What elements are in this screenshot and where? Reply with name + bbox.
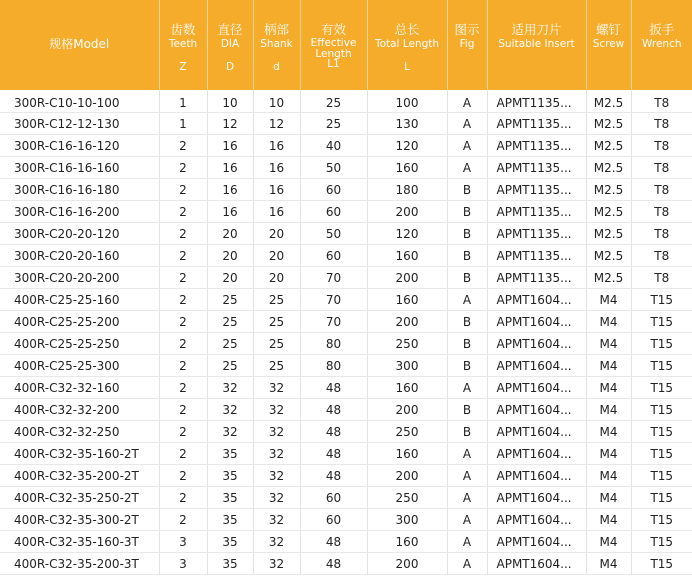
header-teeth: [159, 0, 207, 90]
cell-dia: 32: [207, 399, 253, 421]
cell-teeth: 2: [159, 245, 207, 267]
cell-fig: A: [447, 157, 487, 179]
table-row: [0, 311, 692, 333]
cell-teeth: 1: [159, 90, 207, 113]
header-teeth-symbol: Z: [179, 61, 187, 73]
cell-screw: M4: [586, 377, 631, 399]
cell-wrench: T15: [631, 509, 692, 531]
cell-wrench: T15: [631, 421, 692, 443]
cell-wrench: T15: [631, 289, 692, 311]
cell-model: 400R-C32-35-300-2T: [0, 509, 159, 531]
cell-screw: M2.5: [586, 245, 631, 267]
cell-dia: 35: [207, 465, 253, 487]
cell-shank: 32: [253, 487, 300, 509]
cell-teeth: 2: [159, 223, 207, 245]
cell-wrench: T15: [631, 311, 692, 333]
cell-shank: 32: [253, 531, 300, 553]
cell-wrench: T15: [631, 355, 692, 377]
cell-shank: 16: [253, 201, 300, 223]
header-shank-symbol: d: [273, 61, 280, 73]
table-row: [0, 421, 692, 443]
cell-screw: M4: [586, 553, 631, 575]
cell-shank: 32: [253, 421, 300, 443]
header-effective-length: [300, 0, 367, 90]
cell-shank: 25: [253, 289, 300, 311]
cell-teeth: 2: [159, 333, 207, 355]
cell-teeth: 2: [159, 135, 207, 157]
cell-model: 400R-C32-32-250: [0, 421, 159, 443]
cell-fig: A: [447, 90, 487, 113]
table-row: [0, 201, 692, 223]
cell-wrench: T15: [631, 377, 692, 399]
cell-model: 400R-C32-35-200-3T: [0, 553, 159, 575]
cell-effective-length: 48: [300, 377, 367, 399]
cell-effective-length: 60: [300, 245, 367, 267]
cell-effective-length: 70: [300, 267, 367, 289]
header-insert-en: Suitable Insert: [498, 38, 575, 50]
cell-insert: APMT1135...: [487, 245, 586, 267]
cell-effective-length: 80: [300, 355, 367, 377]
cell-insert: APMT1135...: [487, 179, 586, 201]
cell-insert: APMT1135...: [487, 223, 586, 245]
cell-wrench: T15: [631, 553, 692, 575]
cell-shank: 20: [253, 223, 300, 245]
header-dia-zh: 直径: [217, 22, 243, 37]
cell-total-length: 120: [367, 135, 447, 157]
cell-model: 400R-C32-35-250-2T: [0, 487, 159, 509]
cell-model: 400R-C32-32-200: [0, 399, 159, 421]
cell-total-length: 130: [367, 113, 447, 135]
cell-model: 400R-C25-25-250: [0, 333, 159, 355]
header-effective-en2: Length: [315, 48, 352, 60]
table-row: [0, 333, 692, 355]
cell-effective-length: 48: [300, 399, 367, 421]
cell-dia: 35: [207, 531, 253, 553]
cell-effective-length: 60: [300, 201, 367, 223]
cell-effective-length: 48: [300, 531, 367, 553]
cell-screw: M4: [586, 443, 631, 465]
table-row: [0, 531, 692, 553]
cell-wrench: T8: [631, 223, 692, 245]
cell-dia: 35: [207, 553, 253, 575]
table-row: [0, 267, 692, 289]
cell-insert: APMT1135...: [487, 90, 586, 113]
cell-fig: A: [447, 377, 487, 399]
table-body: [0, 90, 692, 575]
cell-insert: APMT1604...: [487, 421, 586, 443]
cell-total-length: 200: [367, 399, 447, 421]
cell-total-length: 250: [367, 421, 447, 443]
header-shank: [253, 0, 300, 90]
cell-dia: 20: [207, 223, 253, 245]
cell-wrench: T8: [631, 201, 692, 223]
cell-total-length: 100: [367, 90, 447, 113]
cell-dia: 35: [207, 509, 253, 531]
header-wrench-en: Wrench: [641, 38, 682, 50]
cell-shank: 32: [253, 465, 300, 487]
cell-model: 300R-C20-20-200: [0, 267, 159, 289]
table-row: [0, 377, 692, 399]
table-row: [0, 157, 692, 179]
table-row: [0, 113, 692, 135]
cell-screw: M2.5: [586, 157, 631, 179]
cell-teeth: 2: [159, 355, 207, 377]
cell-effective-length: 70: [300, 289, 367, 311]
table-row: [0, 90, 692, 113]
cell-fig: A: [447, 443, 487, 465]
cell-teeth: 2: [159, 465, 207, 487]
cell-wrench: T8: [631, 90, 692, 113]
cell-model: 300R-C12-12-130: [0, 113, 159, 135]
cell-insert: APMT1604...: [487, 443, 586, 465]
table-row: [0, 487, 692, 509]
cell-dia: 16: [207, 135, 253, 157]
cell-dia: 16: [207, 179, 253, 201]
cell-screw: M4: [586, 333, 631, 355]
header-shank-en: Shank: [260, 38, 293, 50]
cell-effective-length: 48: [300, 443, 367, 465]
cell-wrench: T15: [631, 333, 692, 355]
cell-model: 400R-C25-25-160: [0, 289, 159, 311]
cell-teeth: 2: [159, 311, 207, 333]
cell-dia: 25: [207, 289, 253, 311]
cell-model: 400R-C25-25-200: [0, 311, 159, 333]
cell-insert: APMT1135...: [487, 113, 586, 135]
cell-insert: APMT1604...: [487, 355, 586, 377]
cell-wrench: T8: [631, 157, 692, 179]
cell-insert: APMT1604...: [487, 333, 586, 355]
cell-wrench: T15: [631, 443, 692, 465]
cell-model: 300R-C20-20-120: [0, 223, 159, 245]
cell-screw: M2.5: [586, 135, 631, 157]
cell-total-length: 200: [367, 553, 447, 575]
header-fig-zh: 图示: [454, 22, 480, 37]
cell-effective-length: 70: [300, 311, 367, 333]
cell-shank: 16: [253, 157, 300, 179]
cell-total-length: 160: [367, 531, 447, 553]
cell-insert: APMT1604...: [487, 399, 586, 421]
cell-total-length: 200: [367, 267, 447, 289]
table-row: [0, 223, 692, 245]
cell-effective-length: 80: [300, 333, 367, 355]
header-total-length: [367, 0, 447, 90]
cell-effective-length: 48: [300, 421, 367, 443]
cell-insert: APMT1135...: [487, 267, 586, 289]
cell-model: 300R-C16-16-200: [0, 201, 159, 223]
cell-total-length: 120: [367, 223, 447, 245]
table-row: [0, 179, 692, 201]
cell-screw: M4: [586, 465, 631, 487]
header-wrench: [631, 0, 692, 90]
cell-dia: 16: [207, 157, 253, 179]
header-effective-en: Effective: [310, 37, 357, 49]
cell-total-length: 160: [367, 377, 447, 399]
cell-shank: 32: [253, 553, 300, 575]
header-fig-en: Fig: [459, 38, 475, 50]
cell-dia: 25: [207, 333, 253, 355]
cell-total-length: 300: [367, 509, 447, 531]
cell-total-length: 200: [367, 311, 447, 333]
header-teeth-en: Teeth: [168, 38, 198, 50]
cell-effective-length: 25: [300, 113, 367, 135]
cell-effective-length: 60: [300, 179, 367, 201]
cell-fig: B: [447, 355, 487, 377]
header-screw-zh: 螺钉: [595, 22, 621, 37]
cell-teeth: 2: [159, 399, 207, 421]
cell-total-length: 300: [367, 355, 447, 377]
cell-fig: B: [447, 333, 487, 355]
cell-teeth: 2: [159, 509, 207, 531]
cell-wrench: T8: [631, 267, 692, 289]
cell-model: 400R-C32-32-160: [0, 377, 159, 399]
header-insert: [487, 0, 586, 90]
cell-insert: APMT1604...: [487, 289, 586, 311]
cell-teeth: 1: [159, 113, 207, 135]
header-screw: [586, 0, 631, 90]
table-row: [0, 399, 692, 421]
cell-fig: A: [447, 509, 487, 531]
table-row: [0, 355, 692, 377]
table-header: [0, 0, 692, 90]
header-total-symbol: L: [404, 61, 410, 73]
cell-screw: M4: [586, 311, 631, 333]
cell-screw: M2.5: [586, 113, 631, 135]
cell-shank: 16: [253, 179, 300, 201]
cell-model: 400R-C32-35-160-3T: [0, 531, 159, 553]
header-dia-symbol: D: [225, 61, 235, 73]
cell-dia: 16: [207, 201, 253, 223]
cell-insert: APMT1604...: [487, 465, 586, 487]
header-insert-zh: 适用刀片: [511, 22, 562, 37]
header-effective-zh: 有效: [320, 22, 346, 37]
cell-screw: M2.5: [586, 201, 631, 223]
cell-model: 400R-C25-25-300: [0, 355, 159, 377]
cell-shank: 10: [253, 90, 300, 113]
cell-total-length: 250: [367, 333, 447, 355]
cell-shank: 32: [253, 443, 300, 465]
header-wrench-zh: 扳手: [649, 22, 675, 37]
header-dia: [207, 0, 253, 90]
cell-fig: B: [447, 179, 487, 201]
cell-insert: APMT1135...: [487, 157, 586, 179]
cell-screw: M2.5: [586, 223, 631, 245]
cell-screw: M4: [586, 531, 631, 553]
cell-teeth: 2: [159, 377, 207, 399]
cell-insert: APMT1135...: [487, 135, 586, 157]
cell-shank: 25: [253, 311, 300, 333]
cell-dia: 32: [207, 377, 253, 399]
cell-effective-length: 48: [300, 465, 367, 487]
cell-model: 300R-C16-16-180: [0, 179, 159, 201]
cell-teeth: 3: [159, 553, 207, 575]
cell-insert: APMT1604...: [487, 531, 586, 553]
table-row: [0, 509, 692, 531]
table-row: [0, 465, 692, 487]
header-screw-en: Screw: [592, 38, 625, 50]
cell-total-length: 160: [367, 245, 447, 267]
cell-shank: 25: [253, 355, 300, 377]
cell-effective-length: 40: [300, 135, 367, 157]
cell-wrench: T8: [631, 113, 692, 135]
header-fig: [447, 0, 487, 90]
cell-insert: APMT1604...: [487, 553, 586, 575]
cell-effective-length: 50: [300, 157, 367, 179]
cell-shank: 12: [253, 113, 300, 135]
cell-screw: M4: [586, 487, 631, 509]
cell-fig: B: [447, 421, 487, 443]
cell-fig: B: [447, 399, 487, 421]
cell-model: 300R-C20-20-160: [0, 245, 159, 267]
cell-effective-length: 50: [300, 223, 367, 245]
cell-teeth: 2: [159, 487, 207, 509]
cell-model: 400R-C32-35-200-2T: [0, 465, 159, 487]
cell-shank: 25: [253, 333, 300, 355]
cell-total-length: 200: [367, 201, 447, 223]
cell-screw: M2.5: [586, 90, 631, 113]
cell-teeth: 2: [159, 443, 207, 465]
cell-screw: M4: [586, 355, 631, 377]
cell-teeth: 2: [159, 179, 207, 201]
cell-fig: A: [447, 531, 487, 553]
cell-wrench: T8: [631, 245, 692, 267]
cell-dia: 25: [207, 355, 253, 377]
cell-teeth: 2: [159, 201, 207, 223]
cell-dia: 20: [207, 245, 253, 267]
cell-effective-length: 48: [300, 553, 367, 575]
cell-model: 400R-C32-35-160-2T: [0, 443, 159, 465]
cell-shank: 32: [253, 377, 300, 399]
cell-shank: 32: [253, 509, 300, 531]
cell-model: 300R-C16-16-120: [0, 135, 159, 157]
header-dia-en: DIA: [220, 38, 240, 50]
cell-teeth: 2: [159, 157, 207, 179]
cell-dia: 10: [207, 90, 253, 113]
cell-shank: 20: [253, 267, 300, 289]
cell-dia: 25: [207, 311, 253, 333]
cell-wrench: T8: [631, 135, 692, 157]
cell-fig: B: [447, 223, 487, 245]
cell-teeth: 2: [159, 421, 207, 443]
cell-fig: A: [447, 465, 487, 487]
cell-fig: A: [447, 487, 487, 509]
cell-dia: 12: [207, 113, 253, 135]
cell-fig: A: [447, 289, 487, 311]
cell-total-length: 160: [367, 443, 447, 465]
cell-wrench: T15: [631, 465, 692, 487]
cell-teeth: 2: [159, 267, 207, 289]
cell-fig: B: [447, 267, 487, 289]
table-row: [0, 245, 692, 267]
cell-screw: M4: [586, 399, 631, 421]
cell-total-length: 160: [367, 289, 447, 311]
header-row: [0, 0, 692, 90]
cell-wrench: T15: [631, 399, 692, 421]
table-row: [0, 135, 692, 157]
cell-total-length: 200: [367, 465, 447, 487]
cell-wrench: T8: [631, 179, 692, 201]
cell-screw: M2.5: [586, 267, 631, 289]
cell-fig: A: [447, 135, 487, 157]
cell-dia: 35: [207, 443, 253, 465]
cell-fig: B: [447, 245, 487, 267]
cell-fig: A: [447, 553, 487, 575]
header-effective-symbol: L1: [327, 58, 340, 70]
cell-fig: B: [447, 311, 487, 333]
cell-insert: APMT1604...: [487, 487, 586, 509]
header-total-zh: 总长: [394, 22, 420, 37]
cell-fig: B: [447, 201, 487, 223]
cell-shank: 32: [253, 399, 300, 421]
cell-teeth: 3: [159, 531, 207, 553]
cell-screw: M2.5: [586, 179, 631, 201]
table-row: [0, 443, 692, 465]
cell-screw: M4: [586, 421, 631, 443]
cell-screw: M4: [586, 509, 631, 531]
cell-effective-length: 25: [300, 90, 367, 113]
cell-insert: APMT1135...: [487, 201, 586, 223]
table-row: [0, 553, 692, 575]
cell-total-length: 180: [367, 179, 447, 201]
cell-wrench: T15: [631, 531, 692, 553]
cell-model: 300R-C10-10-100: [0, 90, 159, 113]
cell-shank: 20: [253, 245, 300, 267]
cell-insert: APMT1604...: [487, 311, 586, 333]
cell-insert: APMT1604...: [487, 377, 586, 399]
header-teeth-zh: 齿数: [170, 22, 196, 37]
cell-total-length: 250: [367, 487, 447, 509]
header-shank-zh: 柄部: [263, 22, 289, 37]
table-row: [0, 289, 692, 311]
cell-dia: 20: [207, 267, 253, 289]
cell-wrench: T15: [631, 487, 692, 509]
cell-model: 300R-C16-16-160: [0, 157, 159, 179]
cell-effective-length: 60: [300, 509, 367, 531]
header-total-en: Total Length: [374, 38, 440, 50]
cell-shank: 16: [253, 135, 300, 157]
cell-screw: M4: [586, 289, 631, 311]
cell-teeth: 2: [159, 289, 207, 311]
header-model-label: 规格Model: [49, 37, 110, 51]
header-model: [0, 0, 159, 90]
cell-fig: A: [447, 113, 487, 135]
cell-dia: 32: [207, 421, 253, 443]
cell-effective-length: 60: [300, 487, 367, 509]
cell-insert: APMT1604...: [487, 509, 586, 531]
cell-total-length: 160: [367, 157, 447, 179]
cell-dia: 35: [207, 487, 253, 509]
